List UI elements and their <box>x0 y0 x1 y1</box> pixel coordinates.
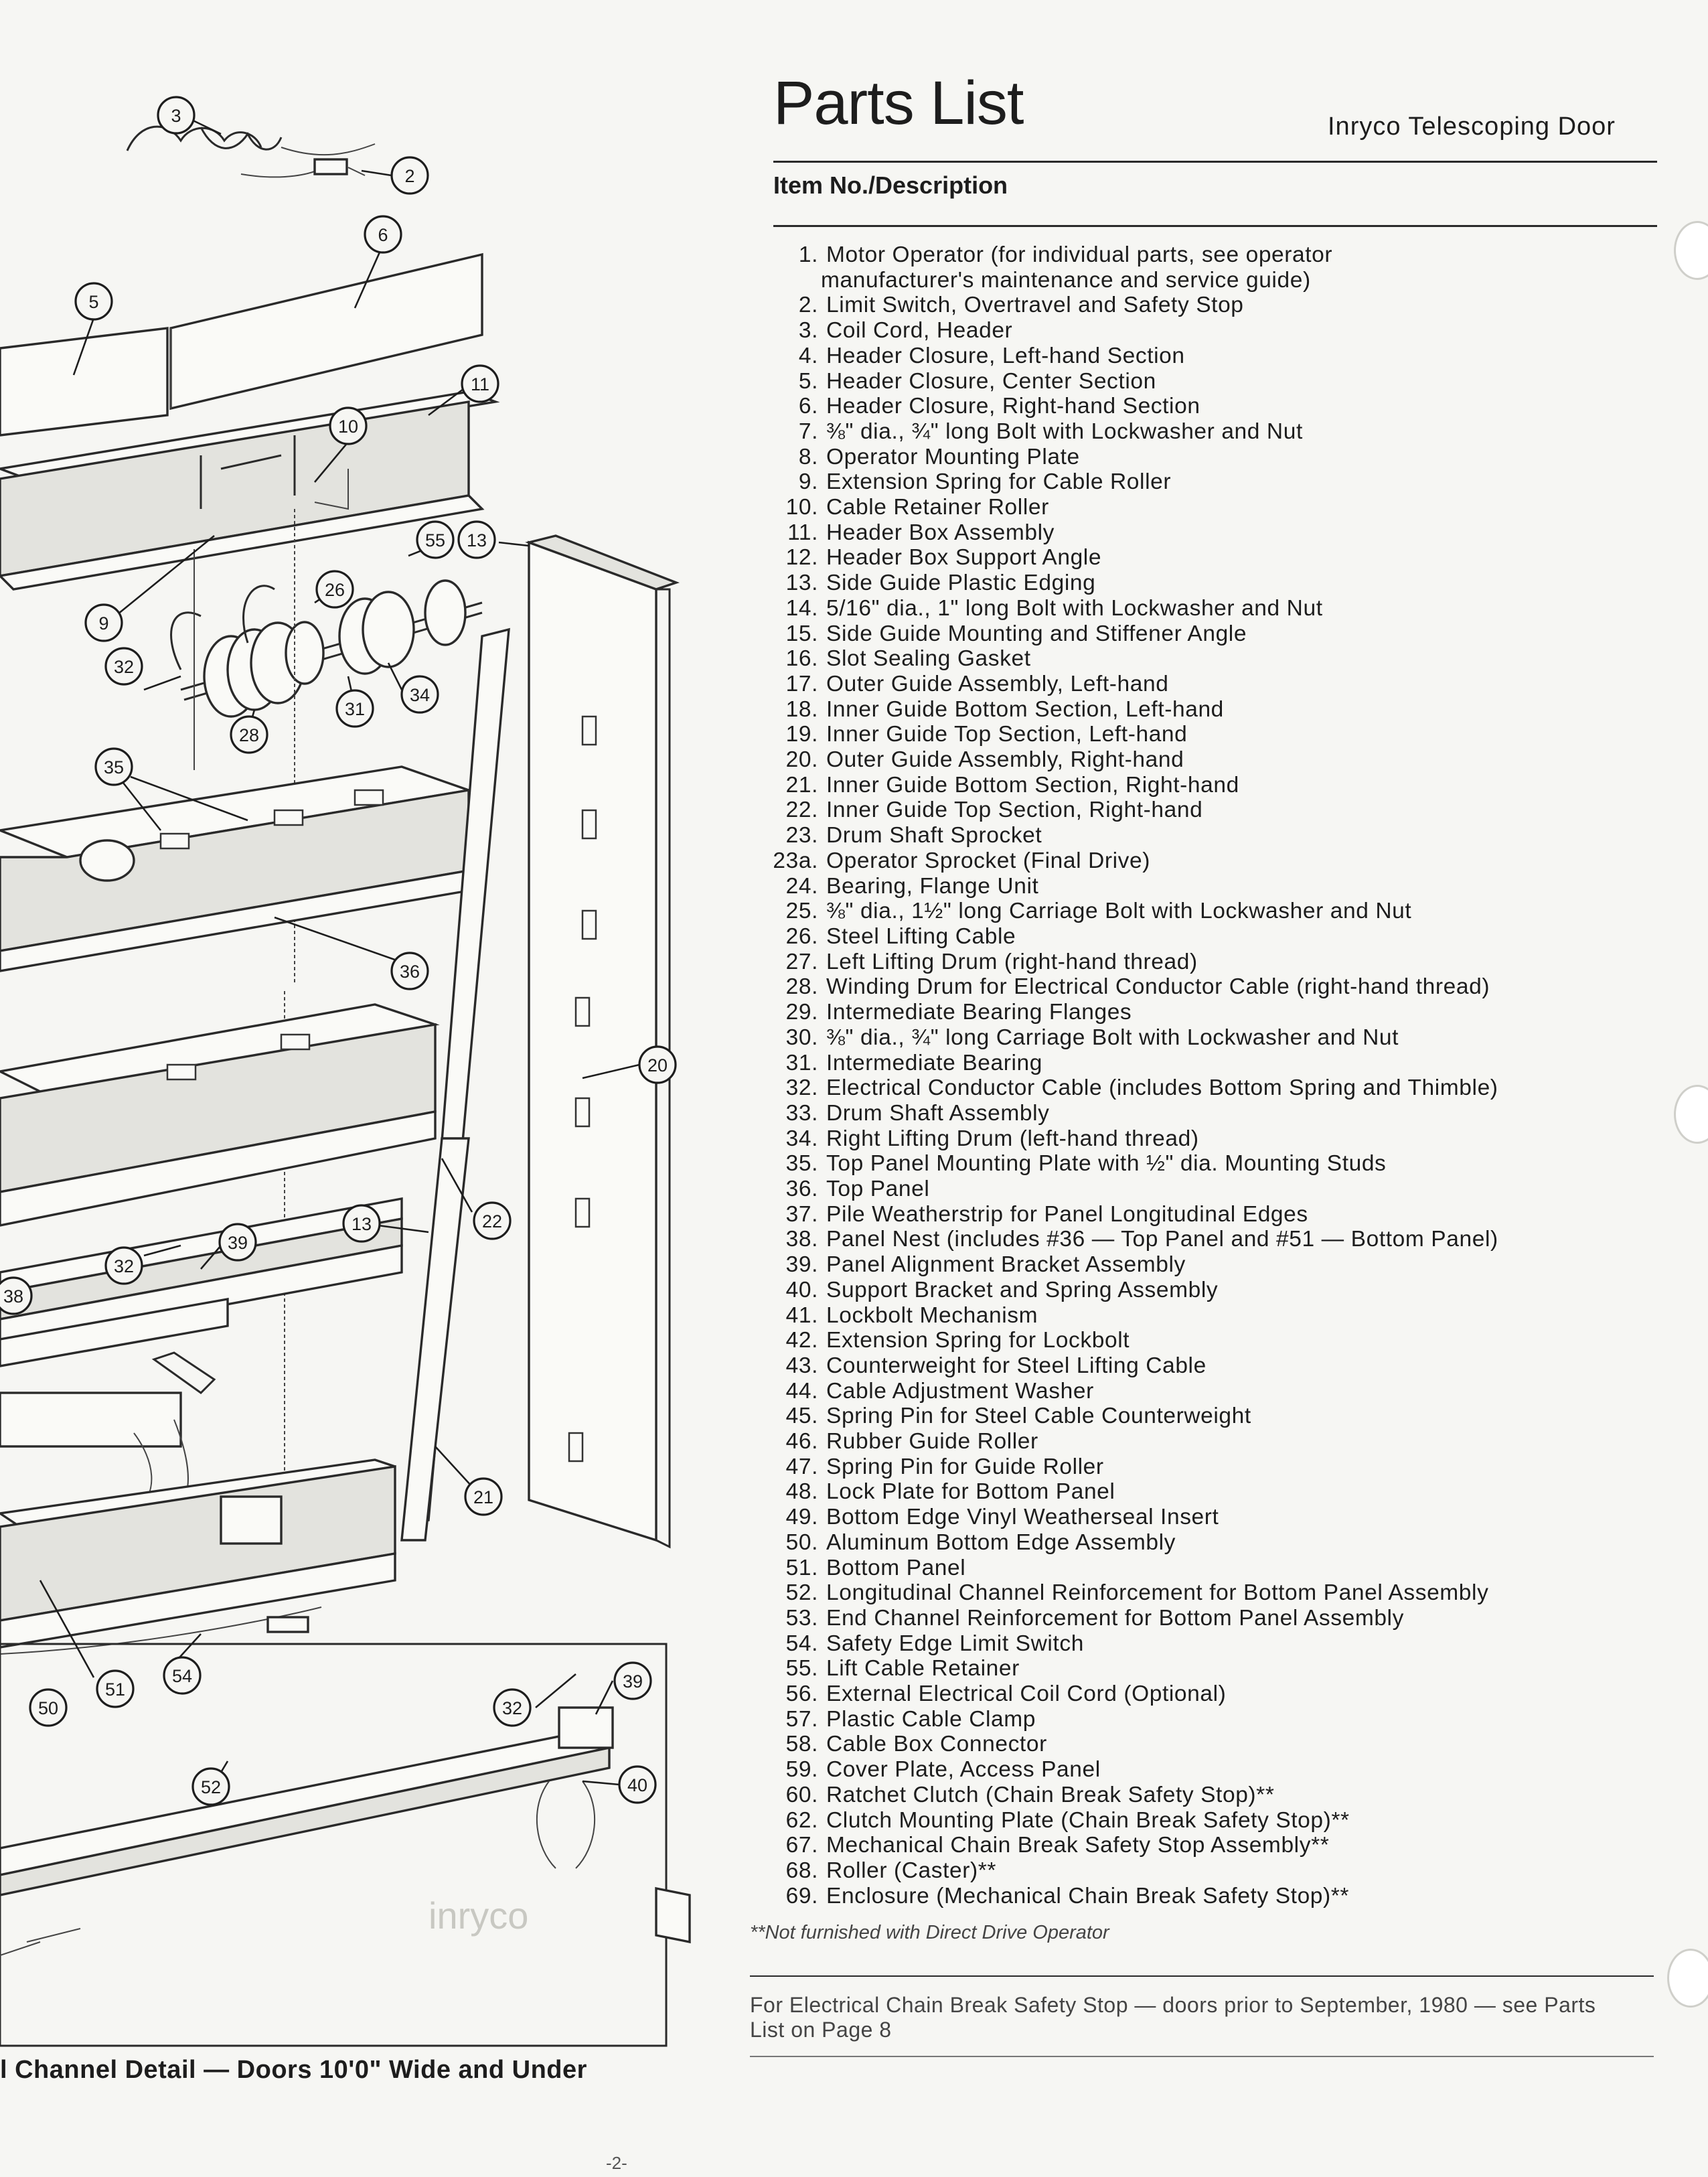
part-number: 48. <box>785 1479 818 1505</box>
part-number: 49. <box>785 1505 818 1530</box>
part-description: Electrical Conductor Cable (includes Bottom Spring and Thimble) <box>826 1075 1498 1101</box>
part-number: 23a. <box>773 848 818 873</box>
part-description: Motor Operator (for individual parts, see operator <box>826 242 1333 267</box>
callout-32c <box>494 1690 530 1726</box>
callout-13b <box>343 1205 380 1242</box>
part-description: Clutch Mounting Plate (Chain Break Safety Stop)** <box>826 1807 1350 1833</box>
part-description: Left Lifting Drum (right-hand thread) <box>826 949 1198 974</box>
part-description: Outer Guide Assembly, Left-hand <box>826 671 1169 696</box>
svg-text:13: 13 <box>466 530 487 550</box>
part-list-item <box>750 293 1640 318</box>
part-list-item <box>750 621 1640 647</box>
part-list-item <box>750 1075 1640 1101</box>
part-description: Right Lifting Drum (left-hand thread) <box>826 1126 1199 1151</box>
diagram-caption: l Channel Detail — Doors 10'0" Wide and Under <box>0 2056 587 2084</box>
part-number: 40. <box>785 1277 818 1302</box>
part-number: 50. <box>785 1529 818 1555</box>
part-number: 30. <box>785 1025 818 1050</box>
part-list-item <box>750 1454 1640 1480</box>
part-list-item <box>750 545 1640 571</box>
part-description: ⅜" dia., ¾" long Carriage Bolt with Lockwasher and Nut <box>826 1025 1399 1050</box>
callout-52 <box>193 1769 229 1805</box>
callout-54 <box>164 1657 200 1694</box>
part-number: 26. <box>785 923 818 949</box>
part-description: Winding Drum for Electrical Conductor Cable (right-hand thread) <box>826 974 1490 1000</box>
part-list-item <box>750 1556 1640 1581</box>
part-list-item <box>750 571 1640 596</box>
svg-text:39: 39 <box>227 1233 248 1253</box>
part-list-item <box>750 1429 1640 1454</box>
part-description: Inner Guide Bottom Section, Right-hand <box>826 772 1239 798</box>
part-description: Spring Pin for Guide Roller <box>826 1454 1104 1479</box>
callout-2 <box>392 157 428 194</box>
part-number: 11. <box>787 520 818 545</box>
part-description: ⅜" dia., ¾" long Bolt with Lockwasher and Nut <box>826 419 1303 444</box>
part-number: 32. <box>785 1075 818 1101</box>
part-description: Cable Adjustment Washer <box>826 1378 1094 1404</box>
part-list-item <box>750 1177 1640 1202</box>
part-number: 5. <box>798 368 818 394</box>
callout-13 <box>459 522 495 558</box>
svg-text:54: 54 <box>171 1666 193 1686</box>
part-description: Spring Pin for Steel Cable Counterweight <box>826 1404 1251 1429</box>
part-description: Header Closure, Right-hand Section <box>826 394 1200 419</box>
svg-text:50: 50 <box>37 1698 59 1718</box>
part-list-item <box>750 1404 1640 1429</box>
part-description: Slot Sealing Gasket <box>826 646 1031 672</box>
part-description: Top Panel <box>826 1177 930 1202</box>
part-number: 53. <box>785 1605 818 1631</box>
part-list-item <box>750 1227 1640 1252</box>
svg-text:2: 2 <box>404 166 415 186</box>
part-list-item <box>750 495 1640 520</box>
part-number: 12. <box>785 545 818 571</box>
part-number: 54. <box>785 1631 818 1656</box>
part-description: Bearing, Flange Unit <box>826 873 1039 899</box>
part-description: Lift Cable Retainer <box>826 1656 1020 1681</box>
column-heading: Item No./Description <box>773 171 1008 199</box>
part-list-item <box>750 1530 1640 1556</box>
part-list-item <box>750 1833 1640 1858</box>
part-list-item <box>750 1000 1640 1025</box>
svg-text:38: 38 <box>3 1286 24 1306</box>
part-list-item <box>750 1328 1640 1353</box>
part-list-item <box>750 1025 1640 1051</box>
part-description: Cable Retainer Roller <box>826 495 1049 520</box>
part-list-item <box>750 1051 1640 1076</box>
part-list-item <box>750 823 1640 848</box>
svg-text:28: 28 <box>238 725 260 745</box>
part-list-item <box>750 950 1640 975</box>
part-list-item <box>750 1505 1640 1530</box>
bottom-rule <box>750 2056 1654 2057</box>
part-number: 36. <box>785 1177 818 1202</box>
part-number: 69. <box>785 1883 818 1908</box>
parts-list <box>750 242 1640 1908</box>
callout-51 <box>97 1671 133 1707</box>
part-list-item <box>750 747 1640 773</box>
part-description: External Electrical Coil Cord (Optional) <box>826 1681 1227 1707</box>
part-list-item <box>750 268 1640 293</box>
svg-text:10: 10 <box>337 417 359 437</box>
part-number: 10. <box>785 495 818 520</box>
part-number: 38. <box>785 1227 818 1252</box>
part-description: Drum Shaft Assembly <box>826 1100 1050 1126</box>
part-number: 27. <box>785 949 818 974</box>
part-description: Rubber Guide Roller <box>826 1429 1038 1454</box>
part-description: Roller (Caster)** <box>826 1858 997 1883</box>
part-list-item <box>750 469 1640 495</box>
callout-32 <box>106 648 142 684</box>
svg-text:36: 36 <box>399 962 420 982</box>
svg-text:5: 5 <box>88 292 99 312</box>
svg-text:21: 21 <box>473 1487 494 1507</box>
part-list-item <box>750 974 1640 1000</box>
part-number: 46. <box>785 1429 818 1454</box>
part-description: Longitudinal Channel Reinforcement for Bottom Panel Assembly <box>826 1580 1489 1606</box>
callout-28 <box>231 717 267 753</box>
part-number: 45. <box>785 1404 818 1429</box>
part-list-item <box>750 344 1640 369</box>
part-description: Inner Guide Top Section, Left-hand <box>826 722 1188 747</box>
part-number: 15. <box>785 621 818 646</box>
part-description: Counterweight for Steel Lifting Cable <box>826 1353 1207 1378</box>
part-description: Header Box Support Angle <box>826 545 1102 571</box>
svg-text:55: 55 <box>424 530 446 550</box>
part-list-item <box>750 596 1640 621</box>
part-description: Bottom Edge Vinyl Weatherseal Insert <box>826 1505 1219 1530</box>
callout-22 <box>474 1203 510 1239</box>
svg-text:40: 40 <box>627 1775 648 1795</box>
exploded-parts-diagram <box>0 0 757 2177</box>
part-description: Panel Nest (includes #36 — Top Panel and #51 — Bottom Panel) <box>826 1227 1498 1252</box>
part-list-item <box>750 1126 1640 1152</box>
part-list-item <box>750 1252 1640 1278</box>
part-number: 23. <box>785 823 818 848</box>
svg-text:26: 26 <box>324 580 345 600</box>
part-number: 34. <box>785 1126 818 1151</box>
part-list-item <box>750 1783 1640 1808</box>
part-number: 37. <box>785 1201 818 1227</box>
part-description: Operator Sprocket (Final Drive) <box>826 848 1151 873</box>
part-number: 43. <box>785 1353 818 1378</box>
part-description: Ratchet Clutch (Chain Break Safety Stop)** <box>826 1782 1275 1807</box>
svg-text:32: 32 <box>113 1256 135 1276</box>
part-list-item <box>750 520 1640 546</box>
header-rule <box>773 161 1657 163</box>
svg-text:9: 9 <box>98 613 109 633</box>
callout-20 <box>639 1047 676 1083</box>
part-list-item <box>750 1757 1640 1783</box>
part-number: 19. <box>785 722 818 747</box>
part-number: 3. <box>798 318 818 344</box>
part-description: Inner Guide Bottom Section, Left-hand <box>826 696 1224 722</box>
part-number: 51. <box>785 1555 818 1580</box>
watermark-logo: inryco <box>429 1894 529 1937</box>
part-list-item <box>750 1631 1640 1657</box>
part-number: 18. <box>785 696 818 722</box>
svg-text:32: 32 <box>113 657 135 677</box>
part-description: Extension Spring for Lockbolt <box>826 1328 1130 1353</box>
callout-26 <box>317 571 353 607</box>
svg-text:51: 51 <box>104 1679 126 1700</box>
part-list-item <box>750 646 1640 672</box>
callout-35 <box>96 749 132 785</box>
part-number: 52. <box>785 1580 818 1606</box>
part-list-item <box>750 1580 1640 1606</box>
callout-38 <box>0 1278 31 1314</box>
part-list-item <box>750 773 1640 798</box>
part-description: Inner Guide Top Section, Right-hand <box>826 798 1203 823</box>
part-description: Intermediate Bearing Flanges <box>826 1000 1132 1025</box>
part-number: 8. <box>798 444 818 469</box>
part-number: 6. <box>798 394 818 419</box>
footnote: **Not furnished with Direct Drive Operator <box>750 1922 1109 1943</box>
part-number: 20. <box>785 747 818 773</box>
part-description: Enclosure (Mechanical Chain Break Safety Stop)** <box>826 1883 1350 1908</box>
part-list-item <box>750 1732 1640 1757</box>
part-list-item <box>750 1681 1640 1707</box>
part-list-item <box>750 1884 1640 1909</box>
part-list-item <box>750 394 1640 419</box>
part-description: Lockbolt Mechanism <box>826 1302 1038 1328</box>
part-number: 47. <box>785 1454 818 1479</box>
part-list-item <box>750 1151 1640 1177</box>
part-description: Header Closure, Left-hand Section <box>826 343 1185 368</box>
part-description: Header Closure, Center Section <box>826 368 1156 394</box>
part-description: Cable Box Connector <box>826 1732 1047 1757</box>
part-list-item <box>750 369 1640 394</box>
part-description: Bottom Panel <box>826 1555 966 1580</box>
part-description: Operator Mounting Plate <box>826 444 1080 469</box>
callout-11 <box>462 366 498 402</box>
part-description: Side Guide Mounting and Stiffener Angle <box>826 621 1247 646</box>
part-number: 25. <box>785 899 818 924</box>
part-number: 22. <box>785 798 818 823</box>
part-description: Panel Alignment Bracket Assembly <box>826 1252 1186 1278</box>
part-list-item <box>750 874 1640 899</box>
part-list-item <box>750 1707 1640 1732</box>
svg-text:22: 22 <box>481 1211 503 1231</box>
part-number: 24. <box>785 873 818 899</box>
part-number: 9. <box>798 469 818 495</box>
svg-text:20: 20 <box>647 1055 668 1075</box>
reference-note: For Electrical Chain Break Safety Stop — doors prior to September, 1980 — see Parts List on Page 8 <box>750 1993 1596 2042</box>
part-number: 16. <box>785 646 818 672</box>
part-list-item <box>750 672 1640 697</box>
part-number: 14. <box>785 595 818 621</box>
page-number: -2- <box>606 2153 627 2173</box>
part-list-item <box>750 318 1640 344</box>
callout-6 <box>365 216 401 252</box>
part-description: Outer Guide Assembly, Right-hand <box>826 747 1184 773</box>
callout-40 <box>619 1767 655 1803</box>
callout-21 <box>465 1479 501 1515</box>
part-list-item <box>750 1379 1640 1404</box>
binder-hole <box>1674 221 1708 280</box>
part-number: 57. <box>785 1706 818 1732</box>
part-list-item <box>750 848 1640 874</box>
part-description: Pile Weatherstrip for Panel Longitudinal Edges <box>826 1201 1308 1227</box>
svg-text:32: 32 <box>501 1698 523 1718</box>
binder-hole <box>1667 1949 1708 2008</box>
part-list-item <box>750 1858 1640 1884</box>
callout-9 <box>86 605 122 641</box>
part-description: Limit Switch, Overtravel and Safety Stop <box>826 293 1244 318</box>
part-number: 41. <box>785 1302 818 1328</box>
part-list-item <box>750 722 1640 747</box>
part-description: manufacturer's maintenance and service guide) <box>821 267 1311 293</box>
part-list-item <box>750 697 1640 723</box>
part-list-item <box>750 798 1640 823</box>
part-list-item <box>750 445 1640 470</box>
part-description: Safety Edge Limit Switch <box>826 1631 1084 1656</box>
part-number: 4. <box>798 343 818 368</box>
callout-39 <box>220 1224 256 1260</box>
page-title: Parts List <box>773 69 1024 137</box>
svg-text:35: 35 <box>103 757 125 777</box>
part-description: Cover Plate, Access Panel <box>826 1757 1101 1783</box>
part-number: 35. <box>785 1151 818 1177</box>
part-list-item <box>750 899 1640 924</box>
part-description: Lock Plate for Bottom Panel <box>826 1479 1115 1505</box>
part-list-item <box>750 1606 1640 1631</box>
part-number: 21. <box>785 772 818 798</box>
part-description: Top Panel Mounting Plate with ½" dia. Mounting Studs <box>826 1151 1387 1177</box>
part-list-item <box>750 1353 1640 1379</box>
part-list-item <box>750 1479 1640 1505</box>
part-description: Drum Shaft Sprocket <box>826 823 1042 848</box>
callout-39b <box>615 1663 651 1699</box>
svg-text:13: 13 <box>351 1214 372 1234</box>
part-description: 5/16" dia., 1" long Bolt with Lockwasher and Nut <box>826 595 1323 621</box>
part-description: Aluminum Bottom Edge Assembly <box>826 1529 1176 1555</box>
part-number: 29. <box>785 1000 818 1025</box>
svg-text:3: 3 <box>171 106 181 126</box>
part-number: 2. <box>798 293 818 318</box>
diagram-drawing <box>0 0 757 2177</box>
part-list-item <box>750 1303 1640 1329</box>
svg-text:31: 31 <box>344 699 366 719</box>
part-number: 28. <box>785 974 818 1000</box>
part-description: Support Bracket and Spring Assembly <box>826 1277 1219 1302</box>
callout-32b <box>106 1248 142 1284</box>
part-list-item <box>750 1101 1640 1126</box>
inner-guide-bottom <box>402 1138 469 1540</box>
part-number: 7. <box>798 419 818 444</box>
part-number: 59. <box>785 1757 818 1783</box>
svg-text:6: 6 <box>378 225 388 245</box>
callout-50 <box>30 1690 66 1726</box>
part-list-item <box>750 1278 1640 1303</box>
callout-5 <box>76 283 112 319</box>
coil-cord-drawing <box>127 127 375 177</box>
svg-text:11: 11 <box>470 374 490 394</box>
page-subtitle: Inryco Telescoping Door <box>1328 112 1616 141</box>
svg-text:39: 39 <box>622 1671 643 1692</box>
binder-hole <box>1674 1085 1708 1144</box>
part-description: Intermediate Bearing <box>826 1050 1042 1075</box>
callout-36 <box>392 953 428 989</box>
svg-text:34: 34 <box>409 685 431 705</box>
part-number: 62. <box>785 1807 818 1833</box>
outer-guide-right <box>529 542 656 1540</box>
part-number: 58. <box>785 1732 818 1757</box>
part-description: ⅜" dia., 1½" long Carriage Bolt with Lockwasher and Nut <box>826 899 1412 924</box>
part-list-item <box>750 1808 1640 1833</box>
part-number: 55. <box>785 1656 818 1681</box>
part-number: 17. <box>785 671 818 696</box>
part-list-item <box>750 242 1640 268</box>
part-description: Side Guide Plastic Edging <box>826 571 1096 596</box>
part-description: Coil Cord, Header <box>826 318 1013 344</box>
part-list-item <box>750 419 1640 445</box>
part-number: 42. <box>785 1328 818 1353</box>
part-number: 60. <box>785 1782 818 1807</box>
part-list-item <box>750 1656 1640 1681</box>
part-description: Header Box Assembly <box>826 520 1055 545</box>
callout-31 <box>337 690 373 727</box>
part-number: 13. <box>785 571 818 596</box>
part-description: Plastic Cable Clamp <box>826 1706 1036 1732</box>
callout-34 <box>402 676 438 712</box>
part-description: Extension Spring for Cable Roller <box>826 469 1172 495</box>
part-description: End Channel Reinforcement for Bottom Panel Assembly <box>826 1605 1404 1631</box>
part-description: Steel Lifting Cable <box>826 923 1016 949</box>
callout-10 <box>330 408 366 444</box>
part-number: 44. <box>785 1378 818 1404</box>
part-number: 56. <box>785 1681 818 1707</box>
part-number: 31. <box>785 1050 818 1075</box>
part-list-item <box>750 924 1640 950</box>
part-number: 68. <box>785 1858 818 1883</box>
header-closure-right <box>171 254 482 408</box>
part-number: 33. <box>785 1100 818 1126</box>
part-number: 39. <box>785 1252 818 1278</box>
column-heading-rule <box>773 225 1657 227</box>
footnote-rule <box>750 1975 1654 1977</box>
part-list-item <box>750 1202 1640 1227</box>
callout-3 <box>158 97 194 133</box>
callout-55 <box>417 522 453 558</box>
part-number: 67. <box>785 1833 818 1858</box>
part-number: 1. <box>798 242 818 267</box>
svg-text:52: 52 <box>200 1777 222 1797</box>
part-description: Mechanical Chain Break Safety Stop Assembly** <box>826 1833 1330 1858</box>
